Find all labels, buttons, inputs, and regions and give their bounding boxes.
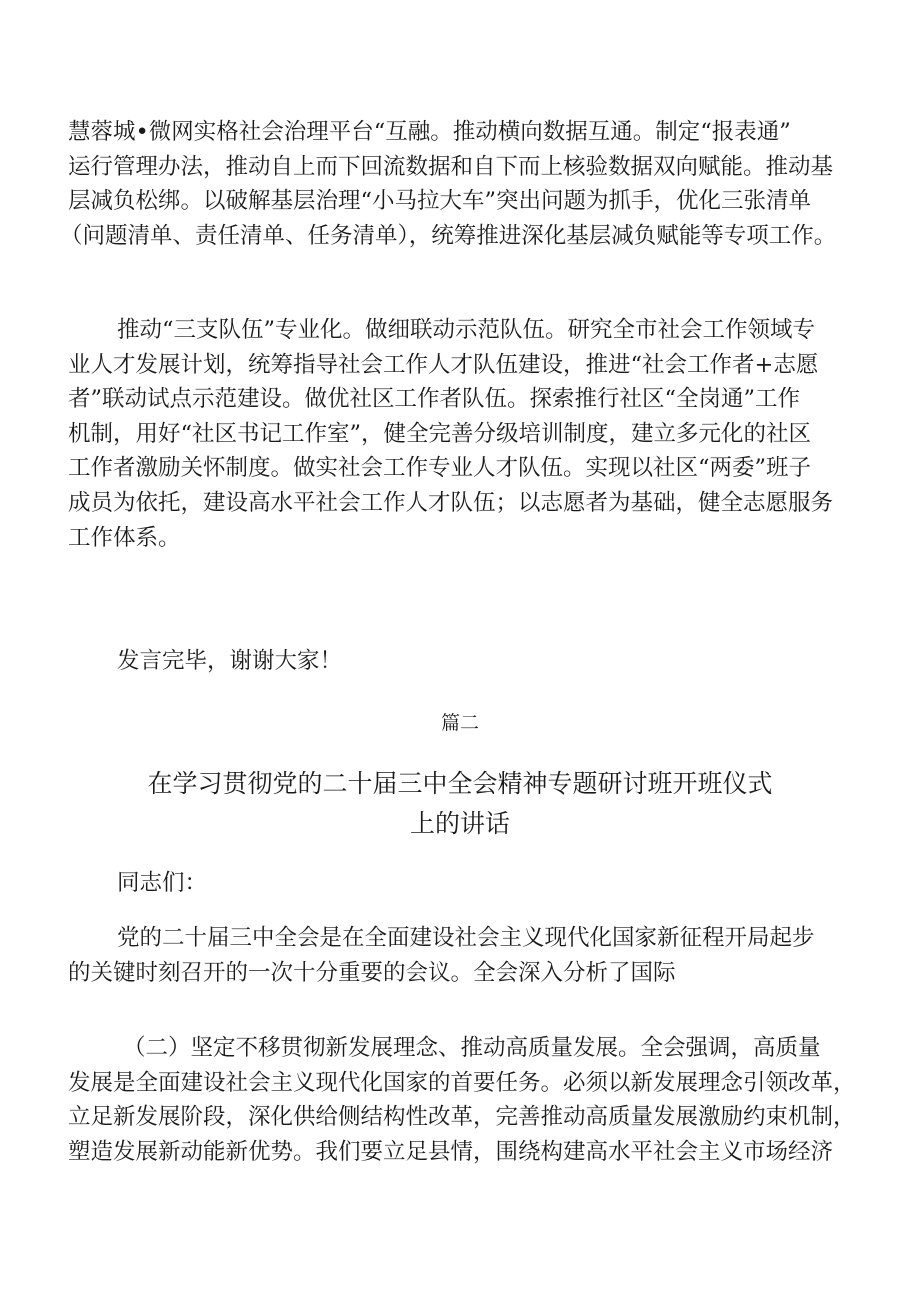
text-line: 党的二十届三中全会是在全面建设社会主义现代化国家新征程开局起步	[117, 925, 815, 951]
text-line: 同志们：	[117, 870, 208, 896]
paragraph-high-quality-development	[68, 1031, 868, 1169]
text-line: 成员为依托，建设高水平社会工作人才队伍；以志愿者为基础，健全志愿服务	[68, 489, 834, 516]
paragraph-closing	[68, 644, 868, 679]
text-line: 发言完毕，谢谢大家！	[117, 648, 343, 674]
text-line: 发展是全面建设社会主义现代化国家的首要任务。必须以新发展理念引领改革，	[68, 1069, 856, 1096]
text-line: 层减负松绑。以破解基层治理“小马拉大车”突出问题为抓手，优化三张清单	[68, 188, 812, 215]
text-line: （问题清单、责任清单、任务清单），统筹推进深化基层减负赋能等专项工作。	[60, 222, 837, 249]
speech-title	[0, 764, 920, 844]
text-line: （二）坚定不移贯彻新发展理念、推动高质量发展。全会强调，高质量	[123, 1035, 821, 1061]
section-label: 篇二	[440, 712, 479, 734]
paragraph-three-teams	[68, 313, 868, 555]
title-line: 上的讲话	[409, 809, 510, 838]
text-line: 工作体系。	[68, 524, 181, 551]
title-line: 在学习贯彻党的二十届三中全会精神专题研讨班开班仪式	[147, 769, 773, 798]
text-line: 运行管理办法，推动自上而下回流数据和自下而上核验数据双向赋能。推动基	[68, 153, 834, 180]
text-line: 的关键时刻召开的一次十分重要的会议。全会深入分析了国际	[68, 959, 676, 986]
paragraph-plenum-intro	[68, 921, 868, 990]
text-line: 者”联动试点示范建设。做优社区工作者队伍。探索推行社区“全岗通”工作	[68, 386, 801, 413]
text-line: 机制，用好“社区书记工作室”，健全完善分级培训制度，建立多元化的社区	[68, 420, 812, 447]
text-line: 推动“三支队伍”专业化。做细联动示范队伍。研究全市社会工作领域专	[117, 317, 816, 343]
paragraph-grassroots-burden	[60, 115, 868, 253]
text-line: 塑造发展新动能新优势。我们要立足县情，围绕构建高水平社会主义市场经济	[68, 1138, 834, 1165]
text-line: 慧蓉城•微网实格社会治理平台“互融。推动横向数据互通。制定“报表通”	[68, 119, 791, 145]
salutation	[68, 866, 868, 901]
text-line: 立足新发展阶段，深化供给侧结构性改革，完善推动高质量发展激励约束机制，	[68, 1104, 856, 1131]
text-line: 工作者激励关怀制度。做实社会工作专业人才队伍。实现以社区“两委”班子	[68, 455, 812, 482]
text-line: 业人才发展计划，统筹指导社会工作人才队伍建设，推进“社会工作者+志愿	[68, 351, 819, 378]
